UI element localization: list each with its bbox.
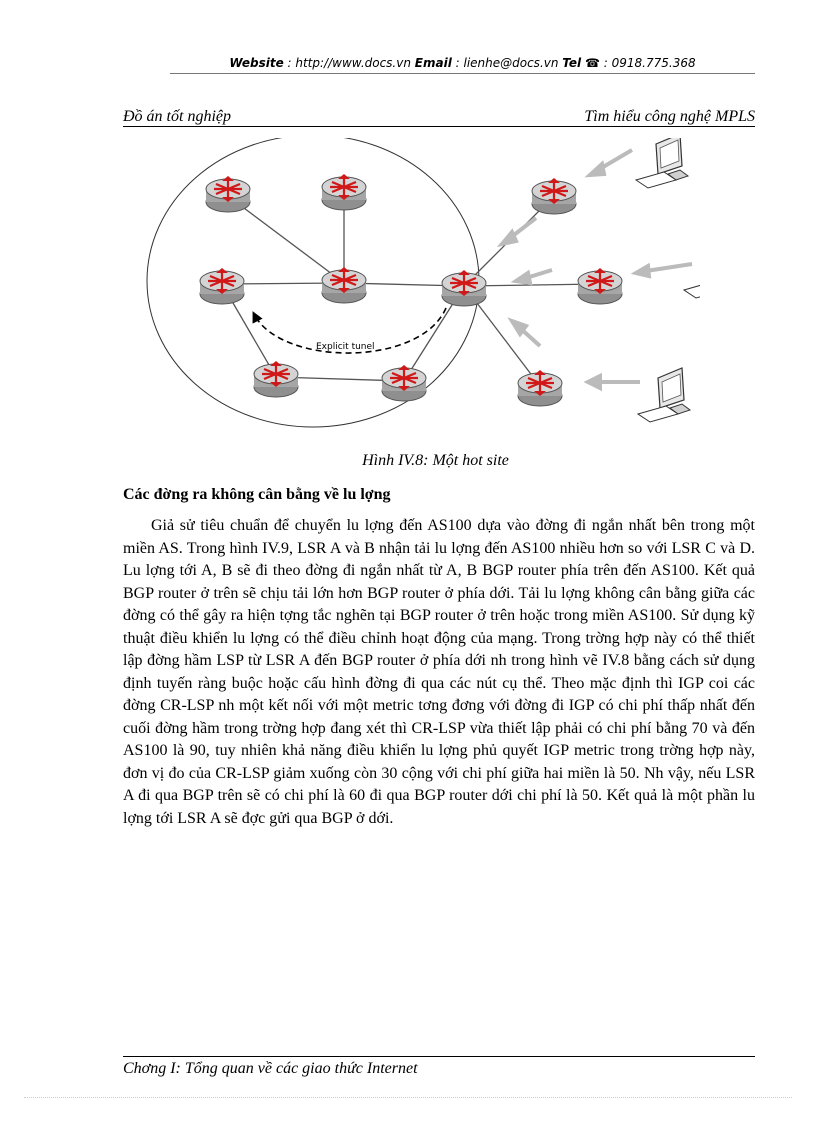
website-label: Website [229, 56, 284, 70]
header-left: Đồ án tốt nghiệp [123, 108, 231, 125]
top-contact-bar [170, 56, 755, 70]
footer-text: Chơng I: Tổng quan về các giao thức Internet [123, 1060, 418, 1077]
router-icon [382, 365, 426, 401]
router-icon [322, 174, 366, 210]
email-value[interactable]: : lienhe@docs.vn [451, 56, 563, 70]
page-bottom-border [24, 1097, 792, 1098]
body-text [123, 515, 755, 830]
router-icon [200, 268, 244, 304]
tunnel-label: Explicit tunel [316, 342, 375, 352]
router-icon [532, 178, 576, 214]
router-icon [442, 270, 486, 306]
email-label: Email [414, 56, 452, 70]
router-icon [206, 176, 250, 212]
network-diagram [140, 138, 700, 448]
router-icon [518, 370, 562, 406]
website-value[interactable]: : http://www.docs.vn [283, 56, 415, 70]
header-right: Tìm hiểu công nghệ MPLS [584, 108, 755, 125]
tel-label: Tel [562, 56, 582, 70]
computer-icon [638, 368, 690, 422]
paragraph: Giả sử tiêu chuẩn để chuyển lu lợng đến AS100 dựa vào đờng đi ngắn nhất bên trong một miền AS. Trong hình IV.9, LSR A và B nhận tải lu lợng đến AS100 nhiều hơn so với LSR C và D. Lu lợng tới A, B sẽ đi theo đờng đi ngắn nhất từ A, B BGP router phía trên đến AS100. Kết quả BGP router ở trên sẽ chịu tải lớn hơn BGP router ở phía dới. Tải lu lợng không cân bằng giữa các đờng có thể gây ra hiện tợng tắc nghẽn tại BGP router ở trên hoặc trong miền AS100. Sử dụng kỹ thuật điều khiển lu lợng có thể điều chỉnh hoạt động của mạng. Trong trờng hợp này có thể thiết lập đờng hầm LSP từ LSR A đến BGP router ở phía dới nh trong hình vẽ IV.8 bằng cách sử dụng định tuyến ràng buộc hoặc cấu hình đờng đi qua các nút cụ thể. Theo mặc định thì IGP coi các đờng CR-LSP nh một kết nối với một metric tơng đơng với đờng đi IGP có chi phí thấp nhất đến cuối đờng hầm trong trờng hợp đang xét thì CR-LSP vừa thiết lập phải có chi phí bằng 70 và đến AS100 là 90, tuy nhiên khả năng điều khiển lu lợng phủ quyết IGP metric trong trờng hợp này, đơn vị đo của CR-LSP giảm xuống còn 30 cộng với chi phí giữa hai miền là 50. Nh vậy, nếu LSR A đi qua BGP trên sẽ có chi phí là 60 đi qua BGP router dới chi phí là 50. Kết quả là một phần lu lợng tới LSR A sẽ đợc gửi qua BGP ở dới. [123, 517, 755, 827]
computer-icon [636, 138, 688, 188]
phone-icon: ☎ [585, 56, 600, 70]
router-icon [578, 268, 622, 304]
header-divider [123, 126, 755, 127]
router-icon [254, 361, 298, 397]
footer-divider [123, 1056, 755, 1057]
tel-value: : 0918.775.368 [599, 56, 696, 70]
figure-caption: Hình IV.8: Một hot site [362, 452, 509, 469]
top-divider [170, 73, 755, 74]
computer-icon [684, 244, 700, 298]
section-heading: Các đờng ra không cân bằng về lu lợng [123, 486, 391, 503]
router-icon [322, 267, 366, 303]
